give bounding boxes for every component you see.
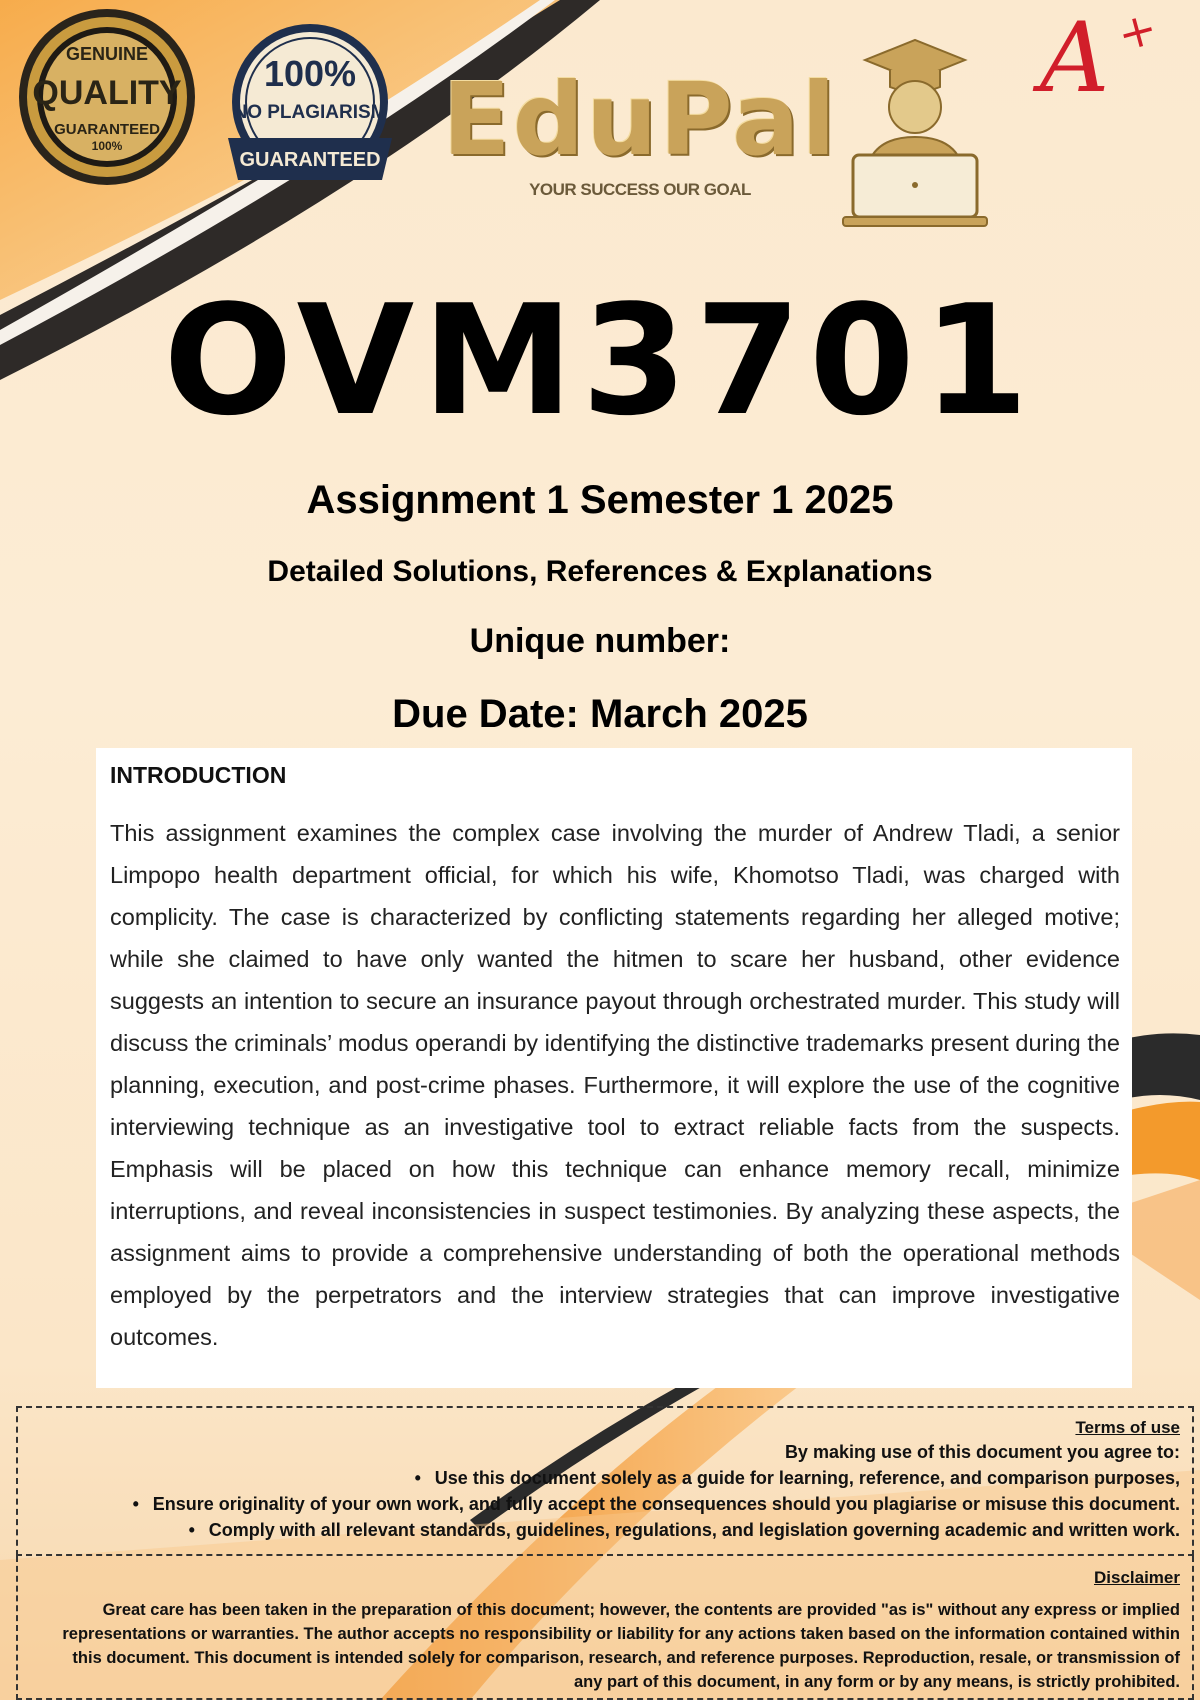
introduction-body: This assignment examines the complex case involving the murder of Andrew Tladi, a senior Limpopo health department official, for which his wife, Khomotso Tladi, was charged with complicity. The case is characterized by conflicting statements regarding her alleged motive; while she claimed to have only wanted the hitmen to scare her husband, other evidence suggests an intention to secure an insurance payout through orchestrated murder. This study will discuss the criminals’ modus operandi by identifying the distinctive trademarks present during the planning, execution, and post-crime phases. Furthermore, it will explore the use of the cognitive interviewing technique as an investigative tool to extract reliable facts from the suspects. Emphasis will be placed on how this technique can enhance memory recall, minimize interruptions, and reveal inconsistencies in suspect testimonies. By analyzing these aspects, the assignment aims to provide a comprehensive understanding of both the operational methods employed by the perpetrators and the interview strategies that can improve investigative outcomes.: [110, 820, 1120, 1350]
plag-badge-top: 100%: [263, 53, 357, 94]
due-date: Due Date: March 2025: [392, 692, 808, 736]
graduate-laptop-icon: [835, 25, 995, 230]
course-code: OVM3701: [163, 272, 1037, 449]
terms-item: • Ensure originality of your own work, and fully accept the consequences should you plagiarise or misuse this document.: [132, 1494, 1180, 1514]
quality-badge-sub: 100%: [91, 139, 123, 153]
introduction-section: [96, 748, 1132, 1388]
terms-lead: By making use of this document you agree to:: [784, 1442, 1180, 1462]
terms-of-use-box: [16, 1406, 1194, 1556]
no-plagiarism-badge-icon: [210, 20, 410, 200]
brand-logo: [440, 61, 840, 200]
brand-name: EduPal: [442, 61, 838, 178]
grade-a-letter: A: [1040, 2, 1110, 114]
disclaimer-box: [16, 1556, 1194, 1700]
plag-badge-middle: NO PLAGIARISM: [233, 102, 387, 123]
disclaimer-heading: Disclaimer: [1094, 1568, 1180, 1587]
grade-plus: +: [1111, 0, 1163, 63]
terms-item: • Comply with all relevant standards, guidelines, regulations, and legislation governing academic and written work.: [188, 1520, 1180, 1540]
quality-badge-middle: QUALITY: [32, 74, 182, 112]
quality-badge-icon: [12, 2, 202, 192]
brand-tagline: YOUR SUCCESS OUR GOAL: [529, 180, 751, 199]
subtitle: Detailed Solutions, References & Explanations: [267, 555, 933, 588]
plag-badge-ribbon: GUARANTEED: [239, 149, 381, 171]
quality-badge-top: GENUINE: [65, 44, 149, 64]
assignment-title: Assignment 1 Semester 1 2025: [306, 478, 894, 522]
unique-number: Unique number:: [469, 622, 731, 660]
terms-heading: Terms of use: [1075, 1418, 1180, 1437]
quality-badge-bottom: GUARANTEED: [54, 121, 160, 138]
disclaimer-text: Great care has been taken in the preparation of this document; however, the contents are provided "as is" without any express or implied representations or warranties. The author accepts no responsibility or liability for any actions taken based on the information contained within this document. This document is intended solely for comparison, research, and reference purposes. Reproduction, resale, or transmission of any part of this document, in any form or by any means, is strictly prohibited.: [62, 1601, 1180, 1691]
terms-item: • Use this document solely as a guide for learning, reference, and comparison purposes,: [414, 1468, 1180, 1488]
introduction-heading: INTRODUCTION: [110, 762, 287, 788]
